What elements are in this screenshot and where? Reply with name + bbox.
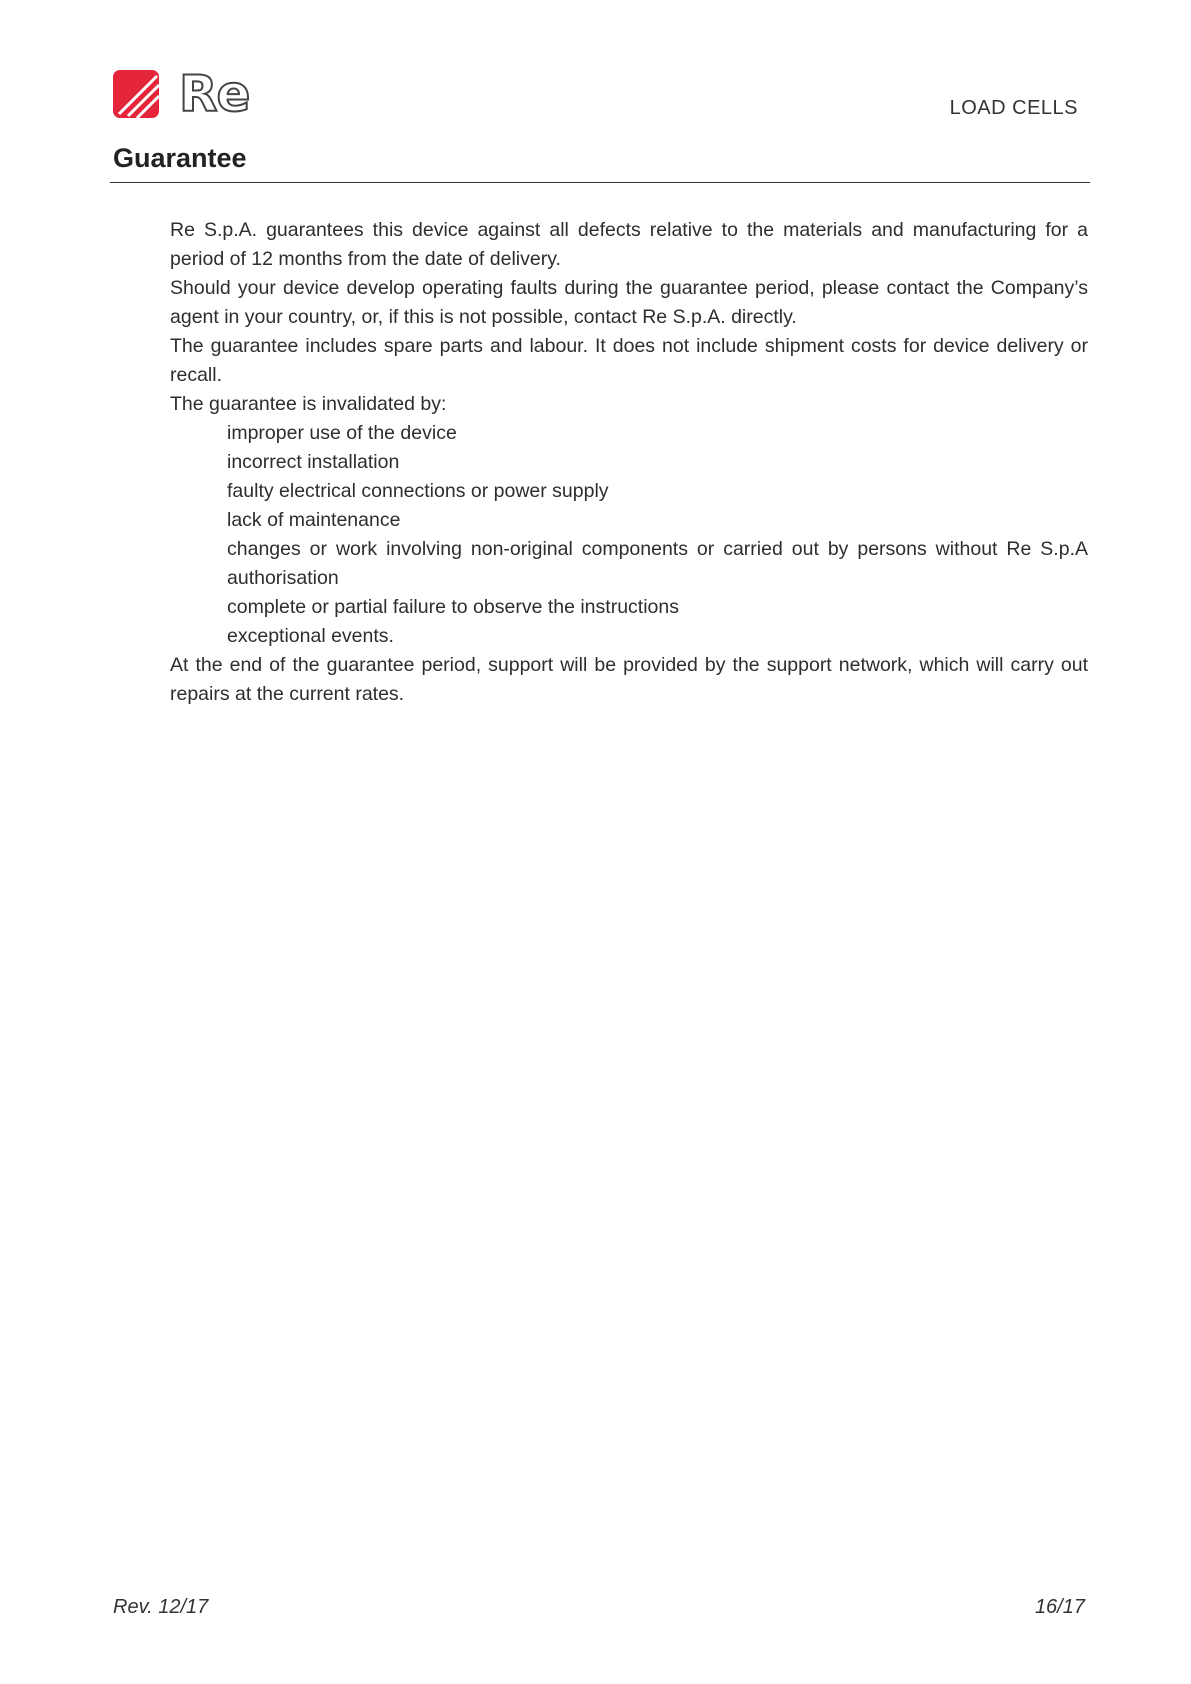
invalidation-list — [170, 419, 1088, 651]
document-type: LOAD CELLS — [949, 97, 1078, 119]
coverage-paragraph: The guarantee includes spare parts and labour. It does not include shipment costs for device delivery or recall. — [170, 335, 1088, 386]
guarantee-body — [170, 216, 1088, 709]
page-title: Guarantee — [113, 143, 247, 173]
list-item: exceptional events. — [227, 625, 394, 647]
post-guarantee-paragraph: At the end of the guarantee period, support will be provided by the support network, which will carry out repairs at the current rates. — [170, 654, 1088, 705]
list-item: incorrect installation — [227, 451, 400, 473]
contact-paragraph: Should your device develop operating faults during the guarantee period, please contact the Company’s agent in your country, or, if this is not possible, contact Re S.p.A. directly. — [170, 277, 1088, 328]
invalidation-intro: The guarantee is invalidated by: — [170, 393, 447, 415]
list-item: improper use of the device — [227, 422, 457, 444]
logo-wordmark: Re — [179, 65, 250, 123]
list-item: lack of maintenance — [227, 509, 401, 531]
revision-label: Rev. 12/17 — [113, 1596, 209, 1618]
guarantee-period-paragraph: Re S.p.A. guarantees this device against all defects relative to the materials and manufacturing for a period of 12 months from the date of delivery. — [170, 219, 1088, 270]
list-item: faulty electrical connections or power supply — [227, 480, 609, 502]
company-logo — [113, 65, 250, 123]
title-divider — [110, 182, 1090, 183]
list-item: changes or work involving non-original components or carried out by persons without Re S.p.A authorisation — [227, 538, 1088, 589]
list-item: complete or partial failure to observe the instructions — [227, 596, 679, 618]
re-logo-icon — [113, 70, 159, 118]
page-number: 16/17 — [1034, 1596, 1085, 1618]
